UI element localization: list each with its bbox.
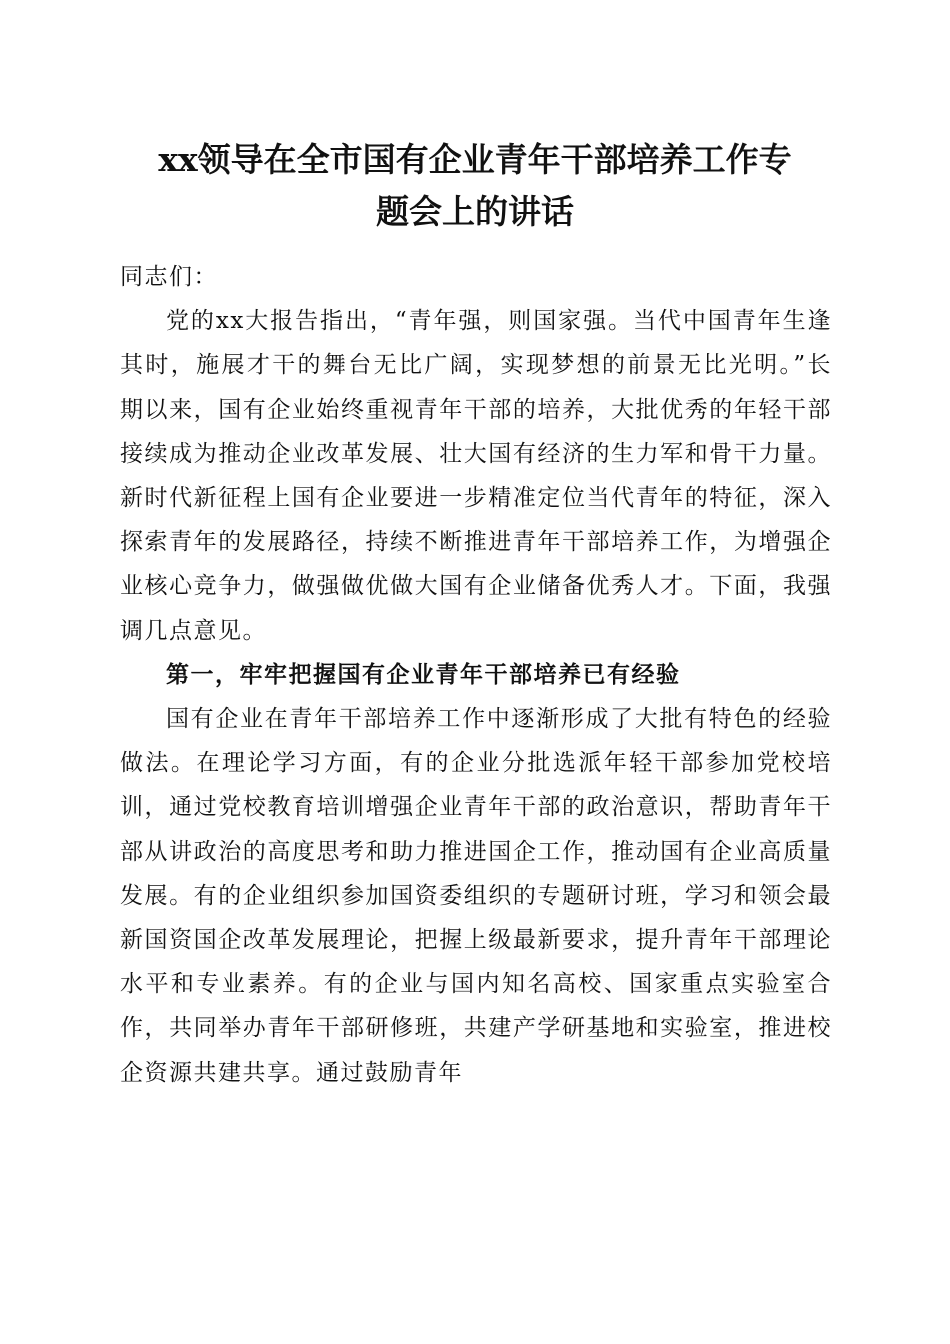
section-1-paragraph: 国有企业在青年干部培养工作中逐渐形成了大批有特色的经验做法。在理论学习方面，有的企业分批选派年轻干部参加党校培训，通过党校教育培训增强企业青年干部的政治意识，帮助青年干部从讲政治的高度思考和助力推进国企工作，推动国有企业高质量发展。有的企业组织参加国资委组织的专题研讨班，学习和领会最新国资国企改革发展理论，把握上级最新要求，提升青年干部理论水平和专业素养。有的企业与国内知名高校、国家重点实验室合作，共同举办青年干部研修班，共建产学研基地和实验室，推进校企资源共建共享。通过鼓励青年 [120, 706, 832, 1086]
intro-paragraph: 党的xx大报告指出，“青年强，则国家强。当代中国青年生逢其时，施展才干的舞台无比广阔，实现梦想的前景无比光明。”长期以来，国有企业始终重视青年干部的培养，大批优秀的年轻干部接续成为推动企业改革发展、壮大国有经济的生力军和骨干力量。新时代新征程上国有企业要进一步精准定位当代青年的特征，深入探索青年的发展路径，持续不断推进青年干部培养工作，为增强企业核心竞争力，做强做优做大国有企业储备优秀人才。下面，我强调几点意见。 [120, 308, 832, 644]
document-title [90, 134, 860, 238]
document-body [120, 255, 832, 1095]
salutation: 同志们： [120, 264, 218, 290]
title-line-2: 题会上的讲话 [376, 192, 574, 231]
section-1-heading: 第一，牢牢把握国有企业青年干部培养已有经验 [166, 660, 681, 688]
title-line-1: xx领导在全市国有企业青年干部培养工作专 [158, 140, 792, 179]
